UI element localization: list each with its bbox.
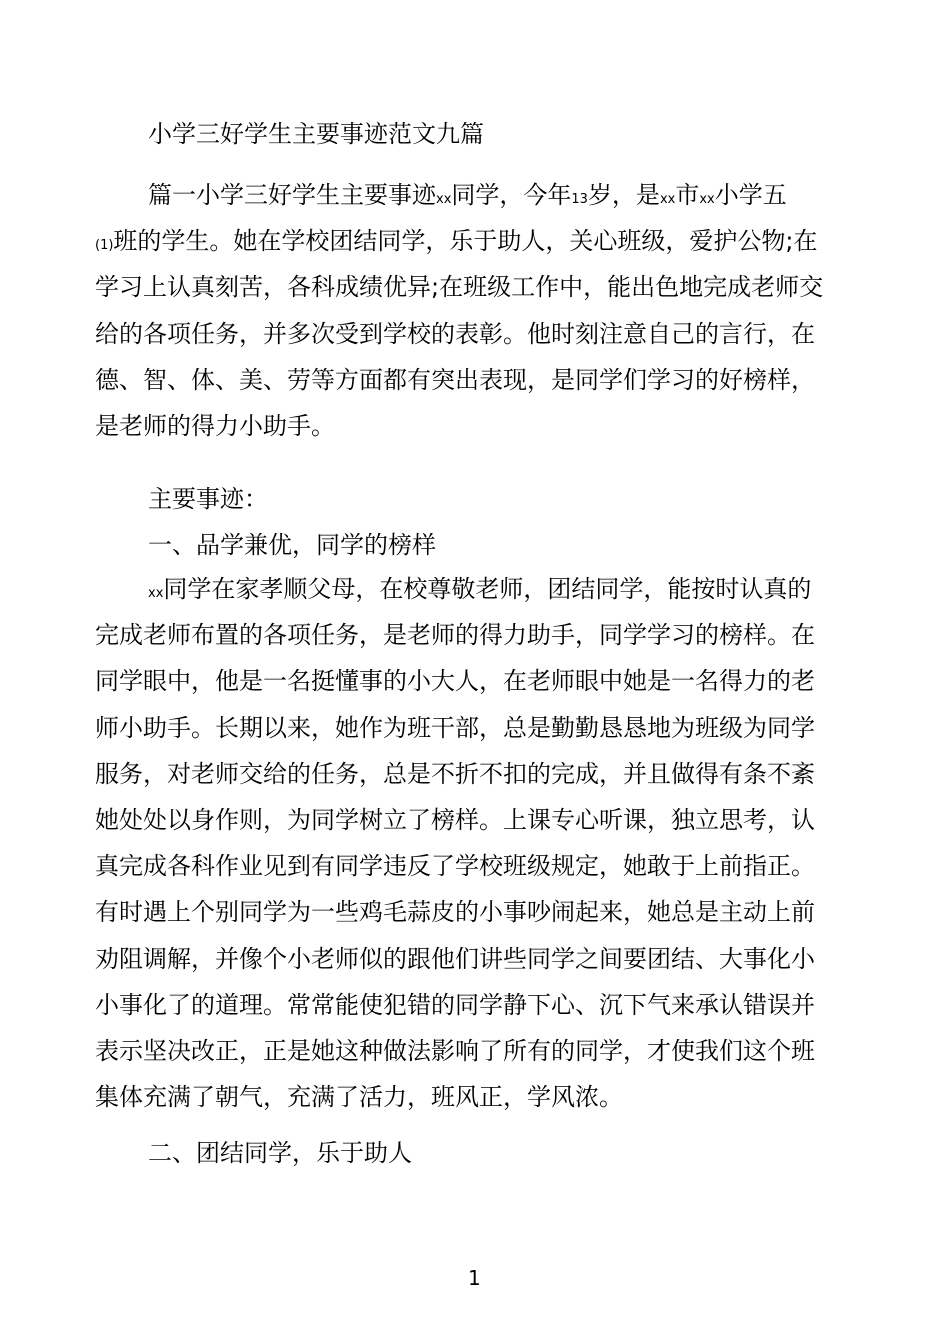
paragraph-line: 学习上认真刻苦，各科成绩优异;在班级工作中，能出色地完成老师交 [95, 273, 824, 302]
subheading-second: 二、团结同学，乐于助人 [148, 1139, 412, 1167]
paragraph-line: 给的各项任务，并多次受到学校的表彰。他时刻注意自己的言行，在 [95, 319, 815, 348]
text-segment: 篇一小学三好学生主要事迹 [148, 181, 436, 209]
page-number: 1 [468, 1266, 481, 1290]
main-deeds-heading: 主要事迹： [148, 485, 268, 513]
placeholder-name: xx [148, 586, 164, 601]
section-headings [95, 476, 863, 568]
paragraph-line: 德、智、体、美、劳等方面都有突出表现，是同学们学习的好榜样， [95, 365, 815, 394]
paragraph-line: 完成老师布置的各项任务，是老师的得力助手，同学学习的榜样。在 [95, 621, 815, 650]
paragraph-line [95, 172, 863, 218]
paragraph-deeds [95, 566, 863, 1120]
text-segment: 班的学生。她在学校团结同学，乐于助人，关心班级，爱护公物;在 [113, 227, 818, 256]
document-title: 小学三好学生主要事迹范文九篇 [148, 120, 484, 148]
text-segment: 小学五 [714, 181, 787, 209]
paragraph-line: 小事化了的道理。常常能使犯错的同学静下心、沉下气来承认错误并 [95, 990, 815, 1019]
paragraph-line: 表示坚决改正，正是她这种做法影响了所有的同学，才使我们这个班 [95, 1036, 815, 1065]
age-number: 13 [571, 192, 588, 207]
class-number: (1) [95, 238, 114, 254]
paragraph-line: 她处处以身作则，为同学树立了榜样。上课专心听课，独立思考，认 [95, 805, 815, 834]
section-heading-two [95, 1130, 863, 1176]
paragraph-line: 师小助手。长期以来，她作为班干部，总是勤勤恳恳地为班级为同学 [95, 713, 815, 742]
text-segment: 市 [675, 181, 700, 209]
placeholder-name: xx [436, 192, 452, 207]
paragraph-line: 真完成各科作业见到有同学违反了学校班级规定，她敢于上前指正。 [95, 852, 815, 881]
paragraph-line: 劝阻调解，并像个小老师似的跟他们讲些同学之间要团结、大事化小 [95, 944, 815, 973]
text-segment: 岁，是 [587, 181, 660, 209]
placeholder-school: xx [699, 192, 715, 207]
subheading-first: 一、品学兼优，同学的榜样 [148, 531, 436, 560]
paragraph-line: 服务，对老师交给的任务，总是不折不扣的完成，并且做得有条不紊 [95, 759, 815, 788]
paragraph-line [95, 566, 863, 612]
text-segment: 同学，今年 [451, 181, 572, 209]
text-segment: 同学在家孝顺父母，在校尊敬老师，团结同学，能按时认真的 [163, 575, 812, 603]
paragraph-line: 同学眼中，他是一名挺懂事的小大人，在老师眼中她是一名得力的老 [95, 667, 815, 696]
placeholder-city: xx [659, 192, 676, 207]
paragraph-line: 集体充满了朝气，充满了活力，班风正，学风浓。 [95, 1083, 623, 1112]
paragraph-intro [95, 172, 863, 449]
paragraph-line: 有时遇上个别同学为一些鸡毛蒜皮的小事吵闹起来，她总是主动上前 [95, 898, 815, 927]
paragraph-line [95, 218, 863, 264]
paragraph-line: 是老师的得力小助手。 [95, 411, 335, 440]
